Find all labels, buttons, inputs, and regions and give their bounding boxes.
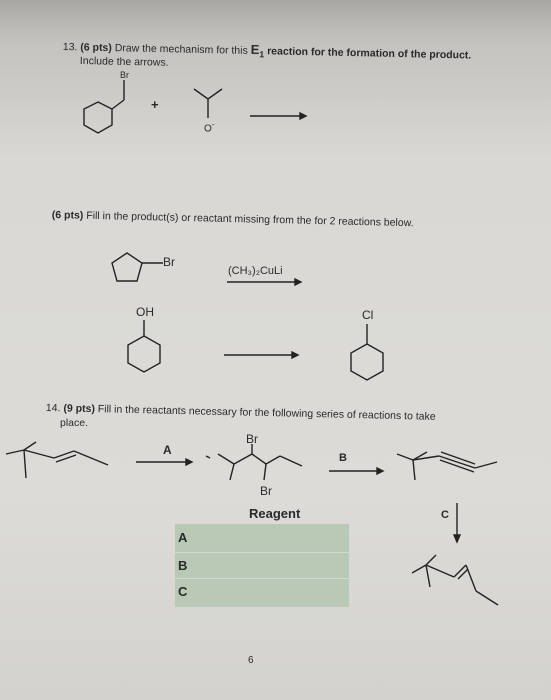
- q13-plus: +: [151, 97, 159, 112]
- q14-arrow-a-label: A: [163, 443, 172, 457]
- reaction2-oh-label: OH: [136, 305, 154, 319]
- q14-line1: 14. (9 pts) Fill in the reactants necessary for the following series of reactions to take: [45, 402, 436, 423]
- q14-line2: place.: [60, 417, 89, 429]
- cyclohexanol: [110, 318, 170, 383]
- reaction1-reagent: (CH₃)₂CuLi: [228, 265, 283, 277]
- q13-br-label: Br: [120, 70, 129, 80]
- q14-br-bottom: Br: [260, 484, 272, 498]
- q14-alkyne: [395, 446, 505, 494]
- page-number: 6: [248, 655, 254, 666]
- q13-line1: 13. (6 pts) Draw the mechanism for this $E_1$ reaction for the formation of the product.: [62, 40, 472, 62]
- q14-arrow-c-label: C: [441, 509, 449, 521]
- fill-section-heading: (6 pts) Fill in the product(s) or reactant missing from the for 2 reactions below.: [51, 209, 414, 230]
- reagent-row-b[interactable]: B: [175, 552, 349, 578]
- q14-starting-alkene: [4, 438, 116, 488]
- e1-label: E: [250, 41, 260, 58]
- q13-reaction-arrow: [248, 110, 308, 122]
- chlorocyclohexane: [340, 322, 400, 387]
- q13-bromocyclohexane: [80, 70, 140, 140]
- q14-final-alkene: [408, 549, 503, 609]
- reagent-row-a[interactable]: A: [175, 524, 349, 552]
- q14-arrow-c: [452, 501, 462, 545]
- q14-arrow-b-label: B: [339, 452, 347, 464]
- reaction2-arrow: [222, 350, 302, 360]
- q14-arrow-b: [327, 466, 387, 476]
- reagent-table: [175, 524, 349, 607]
- q14-br-top: Br: [246, 432, 258, 446]
- q14-dibromide: [200, 440, 310, 488]
- q14-arrow-a: [134, 457, 194, 467]
- reaction2-cl-label: Cl: [362, 308, 374, 322]
- reagent-header: Reagent: [249, 506, 301, 521]
- bromocyclopentane: [100, 245, 170, 290]
- q13-oxide-label: O-: [204, 119, 215, 135]
- reaction1-arrow: [225, 277, 305, 287]
- reagent-row-c[interactable]: C: [175, 578, 349, 607]
- reaction1-br-label: Br: [163, 255, 175, 269]
- q13-line2: Include the arrows.: [79, 55, 169, 69]
